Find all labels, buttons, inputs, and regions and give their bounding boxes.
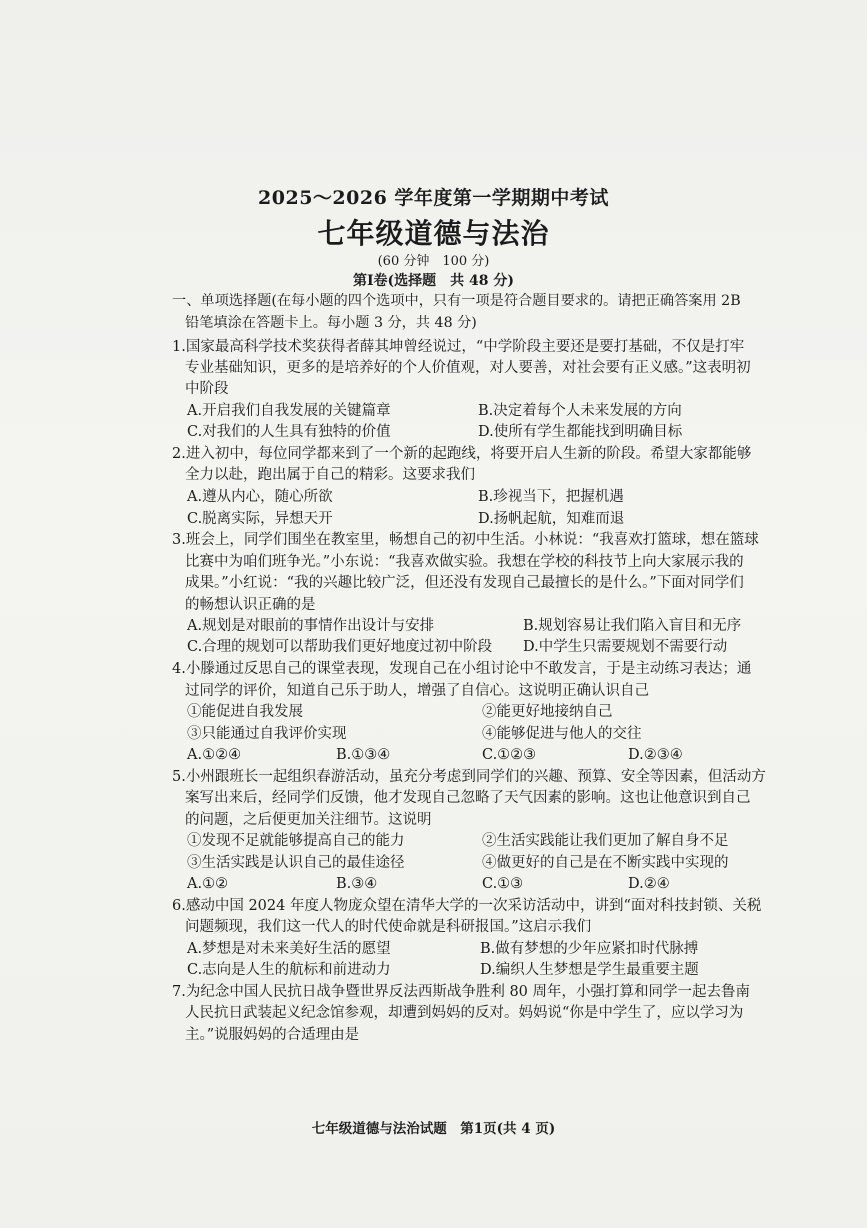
question-5-statement-4: ④做更好的自己是在不断实践中实现的: [482, 855, 729, 871]
question-2-option-a: A.遵从内心，随心所欲: [187, 489, 333, 505]
question-1-stem: 中阶段: [185, 381, 229, 397]
question-6-stem: 问题频现，我们这一代人的时代使命就是科研报国。”这启示我们: [185, 919, 592, 935]
question-1-option-b: B.决定着每个人未来发展的方向: [478, 403, 682, 419]
question-1-option-a: A.开启我们自我发展的关键篇章: [187, 403, 391, 419]
question-2-stem: 全力以赴，跑出属于自己的精彩。这要求我们: [185, 467, 475, 483]
question-3-option-a: A.规划是对眼前的事情作出设计与安排: [187, 618, 435, 634]
question-6-stem: 6.感动中国 2024 年度人物庞众望在清华大学的一次采访活动中，讲到“面对科技封锁、关税: [172, 898, 762, 914]
page-footer: 七年级道德与法治试题 第1页(共 4 页): [311, 1121, 556, 1137]
question-7-stem: 人民抗日武装起义纪念馆参观，却遭到妈妈的反对。妈妈说“你是中学生了，应以学习为: [185, 1005, 744, 1021]
question-4-statement-3: ③只能通过自我评价实现: [187, 726, 347, 742]
question-2-option-d: D.扬帆起航，知难而退: [478, 511, 625, 527]
question-1-stem: 1.国家最高科学技术奖获得者薛其坤曾经说过，“中学阶段主要还是要打基础，不仅是打牢: [172, 339, 745, 355]
question-1-option-d: D.使所有学生都能找到明确目标: [478, 424, 683, 440]
question-4-stem: 4.小滕通过反思自己的课堂表现，发现自己在小组讨论中不敢发言，于是主动练习表达；通: [172, 661, 752, 677]
question-5-statement-2: ②生活实践能让我们更加了解自身不足: [482, 833, 729, 849]
question-4-option-d: D.②③④: [628, 747, 683, 763]
question-5-stem: 的问题，之后便更加关注细节。这说明: [185, 812, 432, 828]
question-4-stem: 过同学的评价，知道自己乐于助人，增强了自信心。这说明正确认识自己: [185, 683, 649, 699]
question-3-option-c: C.合理的规划可以帮助我们更好地度过初中阶段: [187, 639, 493, 655]
question-4-option-b: B.①③④: [336, 747, 391, 763]
section-instruction-line: 一、单项选择题(在每小题的四个选项中，只有一项是符合题目要求的。请把正确答案用 2B: [172, 293, 741, 309]
question-5-option-a: A.①②: [187, 876, 229, 892]
question-3-stem: 的畅想认识正确的是: [185, 597, 316, 613]
question-5-option-c: C.①③: [482, 876, 524, 892]
question-4-statement-1: ①能促进自我发展: [187, 704, 303, 720]
question-4-option-c: C.①②③: [482, 747, 537, 763]
question-1-stem: 专业基础知识，更多的是培养好的个人价值观，对人要善，对社会要有正义感。”这表明初: [185, 360, 751, 376]
question-5-option-b: B.③④: [336, 876, 378, 892]
question-5-statement-1: ①发现不足就能够提高自己的能力: [187, 833, 405, 849]
part-heading: 第Ⅰ卷(选择题 共 48 分): [352, 273, 515, 289]
exam-title: 2025～2026 学年度第一学期期中考试: [258, 187, 609, 209]
time-score: (60 分钟 100 分): [377, 254, 490, 269]
question-3-option-b: B.规划容易让我们陷入盲目和无序: [523, 618, 742, 634]
question-3-stem: 3.班会上，同学们围坐在教室里，畅想自己的初中生活。小林说：“我喜欢打篮球，想在篮球: [172, 532, 759, 548]
question-2-stem: 2.进入初中，每位同学都来到了一个新的起跑线，将要开启人生新的阶段。希望大家都能够: [172, 446, 752, 462]
question-7-stem: 7.为纪念中国人民抗日战争暨世界反法西斯战争胜利 80 周年，小强打算和同学一起去鲁南: [172, 984, 750, 1000]
question-4-statement-2: ②能更好地接纳自己: [482, 704, 613, 720]
question-6-option-d: D.编织人生梦想是学生最重要主题: [480, 962, 699, 978]
question-5-option-d: D.②④: [628, 876, 670, 892]
question-1-option-c: C.对我们的人生具有独特的价值: [187, 424, 391, 440]
question-2-option-b: B.珍视当下，把握机遇: [478, 489, 624, 505]
subject-title: 七年级道德与法治: [317, 217, 550, 250]
question-6-option-b: B.做有梦想的少年应紧扣时代脉搏: [480, 941, 699, 957]
question-4-statement-4: ④能够促进与他人的交往: [482, 726, 642, 742]
question-2-option-c: C.脱离实际，异想天开: [187, 511, 333, 527]
section-instruction-line: 铅笔填涂在答题卡上。每小题 3 分，共 48 分): [185, 315, 477, 331]
question-3-stem: 比赛中为咱们班争光。”小东说：“我喜欢做实验。我想在学校的科技节上向大家展示我的: [185, 554, 744, 570]
question-3-option-d: D.中学生只需要规划不需要行动: [523, 639, 728, 655]
question-5-stem: 5.小州跟班长一起组织春游活动，虽充分考虑到同学们的兴趣、预算、安全等因素，但活动方: [172, 769, 766, 785]
question-6-option-a: A.梦想是对未来美好生活的愿望: [187, 941, 391, 957]
question-5-stem: 案写出来后，经同学们反馈，他才发现自己忽略了天气因素的影响。这也让他意识到自己: [185, 790, 751, 806]
question-6-option-c: C.志向是人生的航标和前进动力: [187, 962, 391, 978]
question-4-option-a: A.①②④: [187, 747, 242, 763]
question-5-statement-3: ③生活实践是认识自己的最佳途径: [187, 855, 405, 871]
question-3-stem: 成果。”小红说：“我的兴趣比较广泛，但还没有发现自己最擅长的是什么。”下面对同学们: [185, 575, 744, 591]
question-7-stem: 主。”说服妈妈的合适理由是: [185, 1027, 360, 1043]
